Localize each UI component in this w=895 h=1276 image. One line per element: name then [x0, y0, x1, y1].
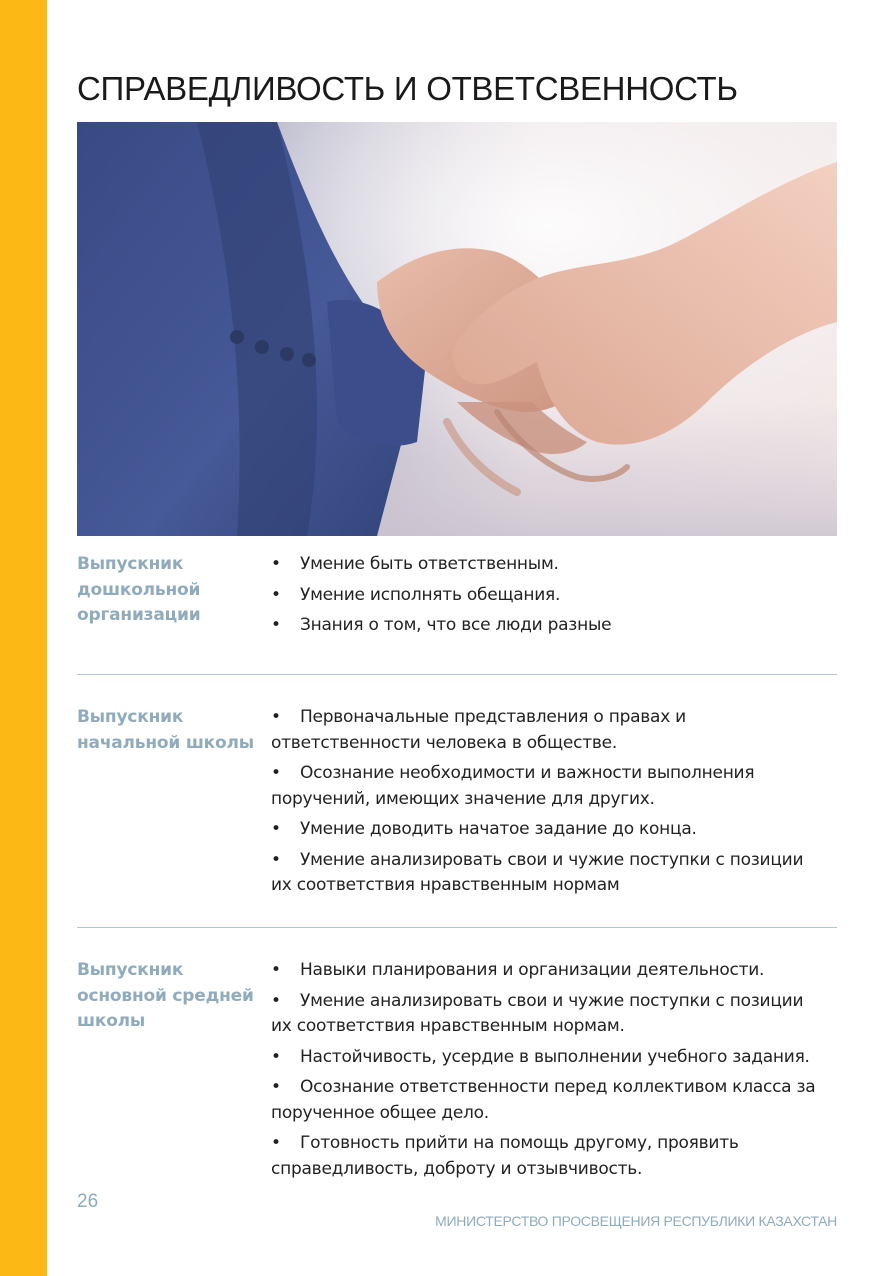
list-item: • Умение исполнять обещания. — [271, 584, 561, 605]
competency-list — [271, 958, 837, 1187]
competency-list — [271, 705, 837, 904]
section-divider — [77, 927, 837, 928]
list-item: • Первоначальные представления о правах и ответственности человека в обществе. — [271, 707, 686, 753]
footer-ministry-name: МИНИСТЕРСТВО ПРОСВЕЩЕНИЯ РЕСПУБЛИКИ КАЗАХСТАН — [435, 1213, 837, 1229]
section-label: Выпускник начальной школы — [77, 707, 254, 753]
page-number: 26 — [77, 1191, 99, 1212]
accent-side-bar — [0, 0, 47, 1276]
list-item: • Знания о том, что все люди разные — [271, 615, 612, 635]
handshake-photo — [77, 122, 837, 536]
competency-list — [271, 552, 837, 644]
list-item: • Умение быть ответственным. — [271, 554, 559, 574]
list-item: • Умение анализировать свои и чужие поступки с позиции их соответствия нравственным нормам. — [271, 990, 804, 1036]
section-label: Выпускник дошкольной организации — [77, 554, 201, 625]
list-item: • Готовность прийти на помощь другому, проявить справедливость, доброту и отзывчивость. — [271, 1133, 739, 1179]
list-item: • Осознание необходимости и важности выполнения поручений, имеющих значение для других. — [271, 763, 755, 809]
list-item: • Умение анализировать свои и чужие поступки с позиции их соответствия нравственным нормам — [271, 849, 804, 895]
section-divider — [77, 674, 837, 675]
list-item: • Навыки планирования и организации деятельности. — [271, 960, 765, 980]
list-item: • Настойчивость, усердие в выполнении учебного задания. — [271, 1046, 810, 1067]
page-title: СПРАВЕДЛИВОСТЬ И ОТВЕТСВЕННОСТЬ — [77, 70, 738, 107]
list-item: • Осознание ответственности перед коллективом класса за порученное общее дело. — [271, 1077, 816, 1123]
list-item: • Умение доводить начатое задание до конца. — [271, 819, 697, 839]
section-label: Выпускник основной средней школы — [77, 960, 254, 1031]
